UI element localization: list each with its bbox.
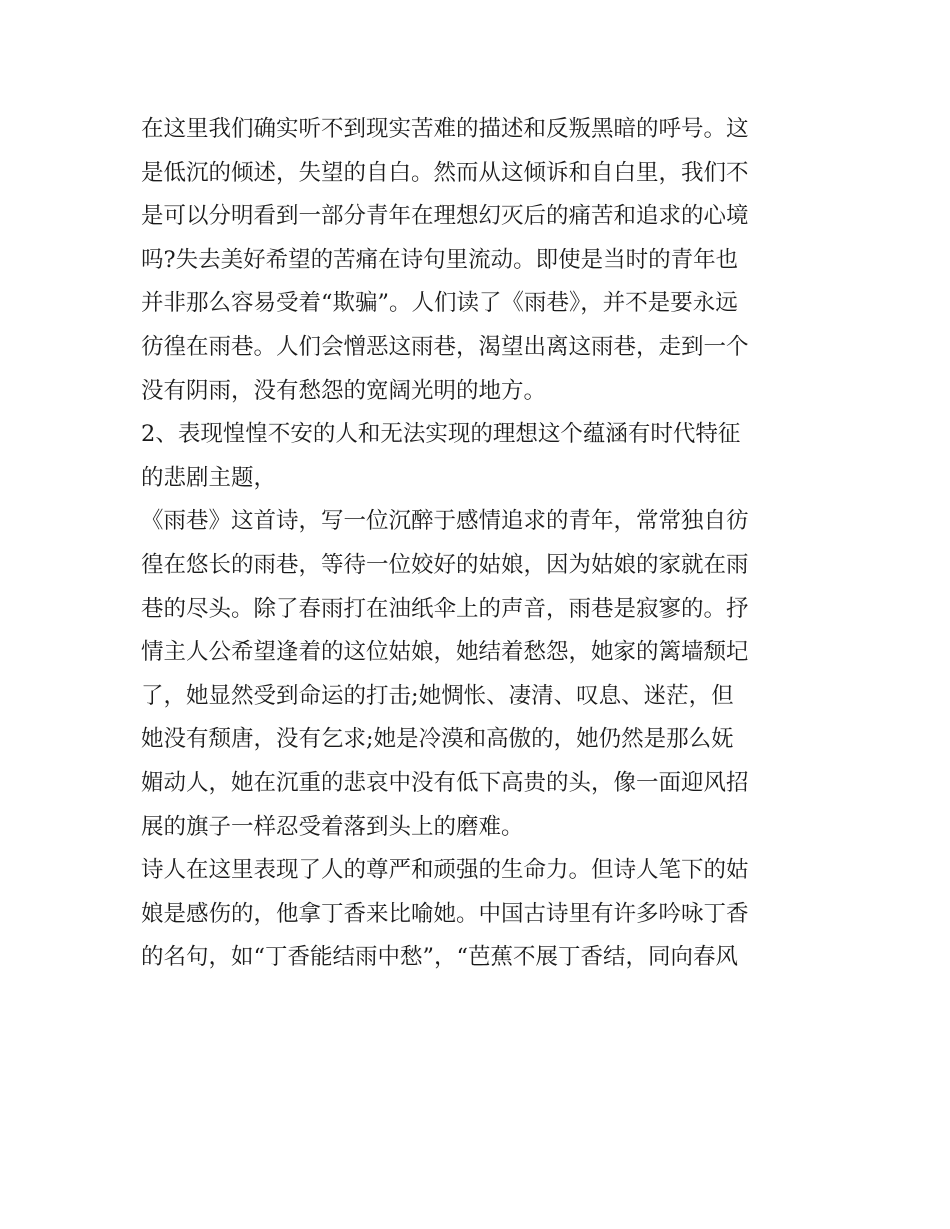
body-text [141,108,816,980]
text-line: 没有阴雨，没有愁怨的宽阔光明的地方。 [141,377,547,404]
text-line: 是可以分明看到一部分青年在理想幻灭后的痛苦和追求的心境 [141,203,749,230]
text-line: 了，她显然受到命运的打击;她惆怅、凄清、叹息、迷茫，但 [141,682,734,709]
text-line: 巷的尽头。除了春雨打在油纸伞上的声音，雨巷是寂寥的。抒 [141,595,749,622]
text-line: 的名句，如“丁香能结雨中愁”，“芭蕉不展丁香结，同向春风 [141,944,739,971]
text-line: 展的旗子一样忍受着落到头上的磨难。 [141,813,524,840]
section-heading-line: 2、表现惶惶不安的人和无法实现的理想这个蕴涵有时代特征 [141,421,741,448]
text-line: 是低沉的倾述，失望的自白。然而从这倾诉和自白里，我们不 [141,159,749,186]
text-line: 诗人在这里表现了人的尊严和顽强的生命力。但诗人笔下的姑 [141,857,749,884]
text-line: 在这里我们确实听不到现实苦难的描述和反叛黑暗的呼号。这 [141,116,749,142]
section-heading-line: 的悲剧主题， [141,464,277,491]
text-line: 彷徨在雨巷。人们会憎恶这雨巷，渴望出离这雨巷，走到一个 [141,333,749,360]
text-line: 娘是感伤的，他拿丁香来比喻她。中国古诗里有许多吟咏丁香 [141,900,749,927]
text-line: 并非那么容易受着“欺骗”。人们读了《雨巷》，并不是要永远 [141,290,738,317]
text-line: 《雨巷》这首诗，写一位沉醉于感情追求的青年，常常独自彷 [141,508,749,535]
text-line: 吗?失去美好希望的苦痛在诗句里流动。即使是当时的青年也 [141,246,739,273]
text-line: 情主人公希望逢着的这位姑娘，她结着愁怨，她家的篱墙颓圮 [141,639,749,666]
text-line: 徨在悠长的雨巷，等待一位姣好的姑娘，因为姑娘的家就在雨 [141,551,749,578]
text-line: 媚动人，她在沉重的悲哀中没有低下高贵的头，像一面迎风招 [141,769,749,796]
text-line: 她没有颓唐，没有乞求;她是冷漠和高傲的，她仍然是那么妩 [141,726,734,753]
